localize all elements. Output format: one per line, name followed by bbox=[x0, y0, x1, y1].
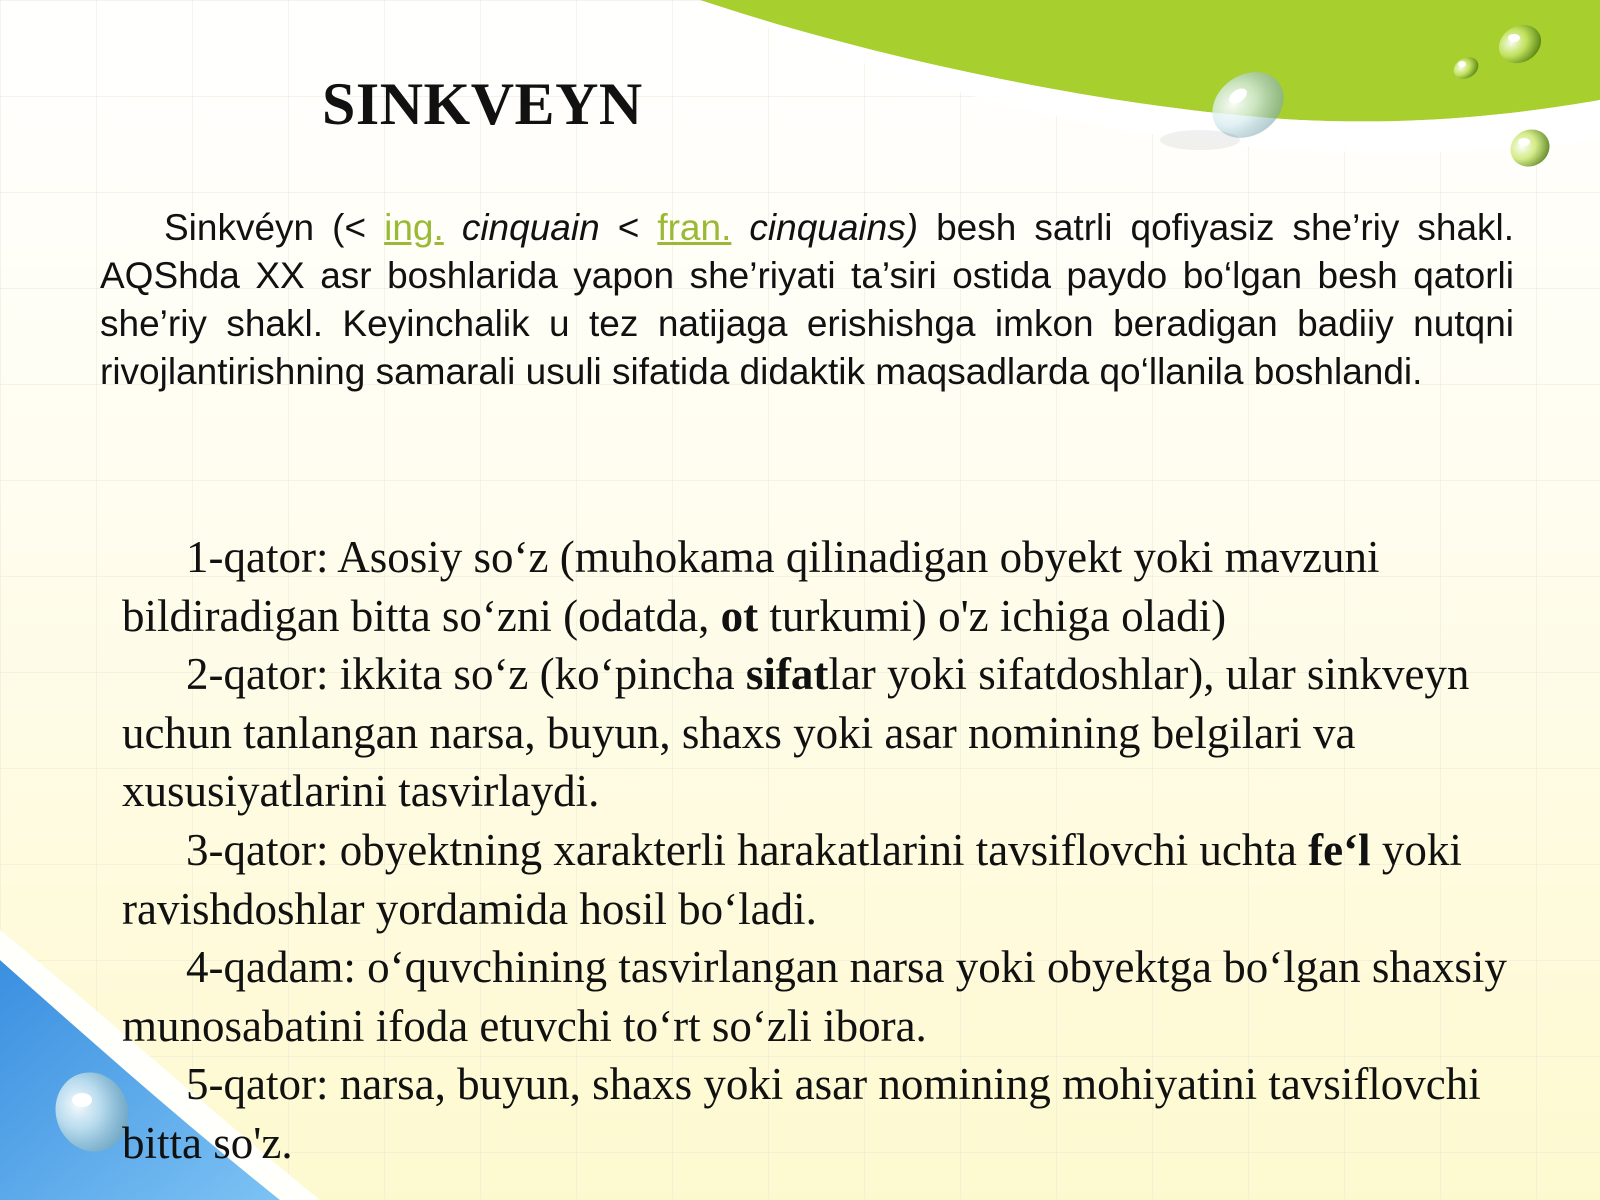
step-text: 5-qator: narsa, buyun, shaxs yoki asar nomining mohiyatini tavsiflovchi bitta so'z. bbox=[122, 1059, 1481, 1168]
link-english[interactable]: ing. bbox=[384, 207, 444, 248]
step-text: 4-qadam: o‘quvchining tasvirlangan narsa yoki obyektga bo‘lgan shaxsiy munosabatini ifoda etuvchi to‘rt so‘zli ibora. bbox=[122, 942, 1507, 1051]
intro-body: besh satrli qofiyasiz she’riy shakl. AQShda XX asr boshlarida yapon she’riyati ta’siri ostida paydo bo‘lgan besh qatorli she’riy shakl. Keyinchalik u tez natijaga erishishga imkon beradigan badiiy nutqni rivojlantirishning samarali usuli sifatida didaktik maqsadlarda qo‘llanila boshlandi. bbox=[100, 207, 1515, 392]
list-item bbox=[122, 821, 1522, 938]
list-item bbox=[122, 938, 1522, 1055]
list-item bbox=[122, 645, 1522, 821]
link-french[interactable]: fran. bbox=[657, 207, 732, 248]
step-bold-word: ot bbox=[720, 590, 759, 641]
step-text: 2-qator: ikkita so‘z (ko‘pincha bbox=[186, 649, 746, 700]
intro-word-english: cinquain bbox=[461, 207, 600, 248]
step-text: 3-qator: obyektning xarakterli harakatlarini tavsiflovchi uchta bbox=[186, 824, 1309, 875]
step-text: turkumi) o'z ichiga oladi) bbox=[758, 590, 1227, 641]
list-item bbox=[122, 1055, 1522, 1172]
intro-paragraph bbox=[100, 204, 1514, 396]
step-bold-word: sifat bbox=[745, 649, 829, 700]
steps-list bbox=[122, 528, 1522, 1173]
intro-word-french: cinquains) bbox=[749, 207, 919, 248]
step-text: 1-qator: Asosiy so‘z (muhokama qilinadigan obyekt yoki mavzuni bildiradigan bitta so‘zni (odatda, bbox=[122, 532, 1380, 641]
step-text: lar yoki sifatdoshlar), ular sinkveyn uchun tanlangan narsa, buyun, shaxs yoki asar nomining belgilari va xususiyatlarini tasvirlaydi. bbox=[122, 649, 1470, 817]
intro-separator: < bbox=[617, 207, 640, 248]
slide-title: SINKVEYN bbox=[322, 71, 643, 137]
list-item bbox=[122, 528, 1522, 645]
intro-term: Sinkvéyn (< bbox=[164, 207, 367, 248]
step-text: yoki ravishdoshlar yordamida hosil bo‘ladi. bbox=[122, 824, 1462, 934]
step-bold-word: fe‘l bbox=[1308, 824, 1371, 875]
